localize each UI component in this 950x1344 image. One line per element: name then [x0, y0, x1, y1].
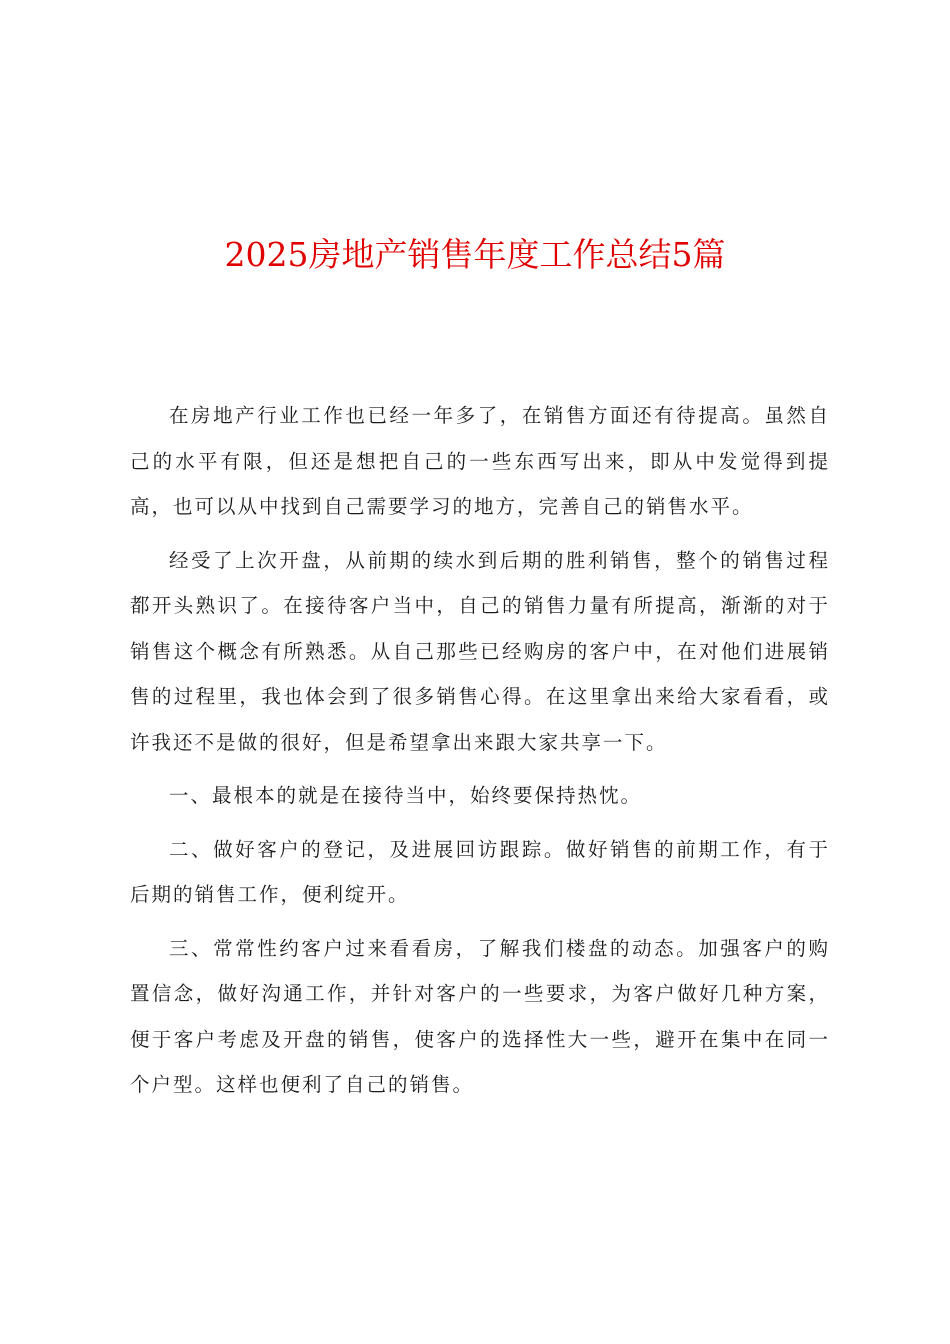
- paragraph-experience: 经受了上次开盘，从前期的续水到后期的胜利销售，整个的销售过程都开头熟识了。在接待客户当中，自己的销售力量有所提高，渐渐的对于销售这个概念有所熟悉。从自己那些已经购房的客户中，在对他们进展销售的过程里，我也体会到了很多销售心得。在这里拿出来给大家看看，或许我还不是做的很好，但是希望拿出来跟大家共享一下。: [130, 548, 830, 754]
- paragraph-intro: 在房地产行业工作也已经一年多了，在销售方面还有待提高。虽然自己的水平有限，但还是想把自己的一些东西写出来，即从中发觉得到提高，也可以从中找到自己需要学习的地方，完善自己的销售水平。: [130, 404, 830, 518]
- document-title: 2025房地产销售年度工作总结5篇: [224, 235, 726, 275]
- paragraph-point-one: 一、最根本的就是在接待当中，始终要保持热忱。: [169, 784, 643, 807]
- paragraph-point-three: 三、常常性约客户过来看看房，了解我们楼盘的动态。加强客户的购置信念，做好沟通工作，并针对客户的一些要求，为客户做好几种方案，便于客户考虑及开盘的销售，使客户的选择性大一些，避开在集中在同一个户型。这样也便利了自己的销售。: [130, 936, 830, 1096]
- paragraph-point-two: 二、做好客户的登记，及进展回访跟踪。做好销售的前期工作，有于后期的销售工作，便利绽开。: [130, 837, 830, 906]
- document-body: [130, 393, 830, 1116]
